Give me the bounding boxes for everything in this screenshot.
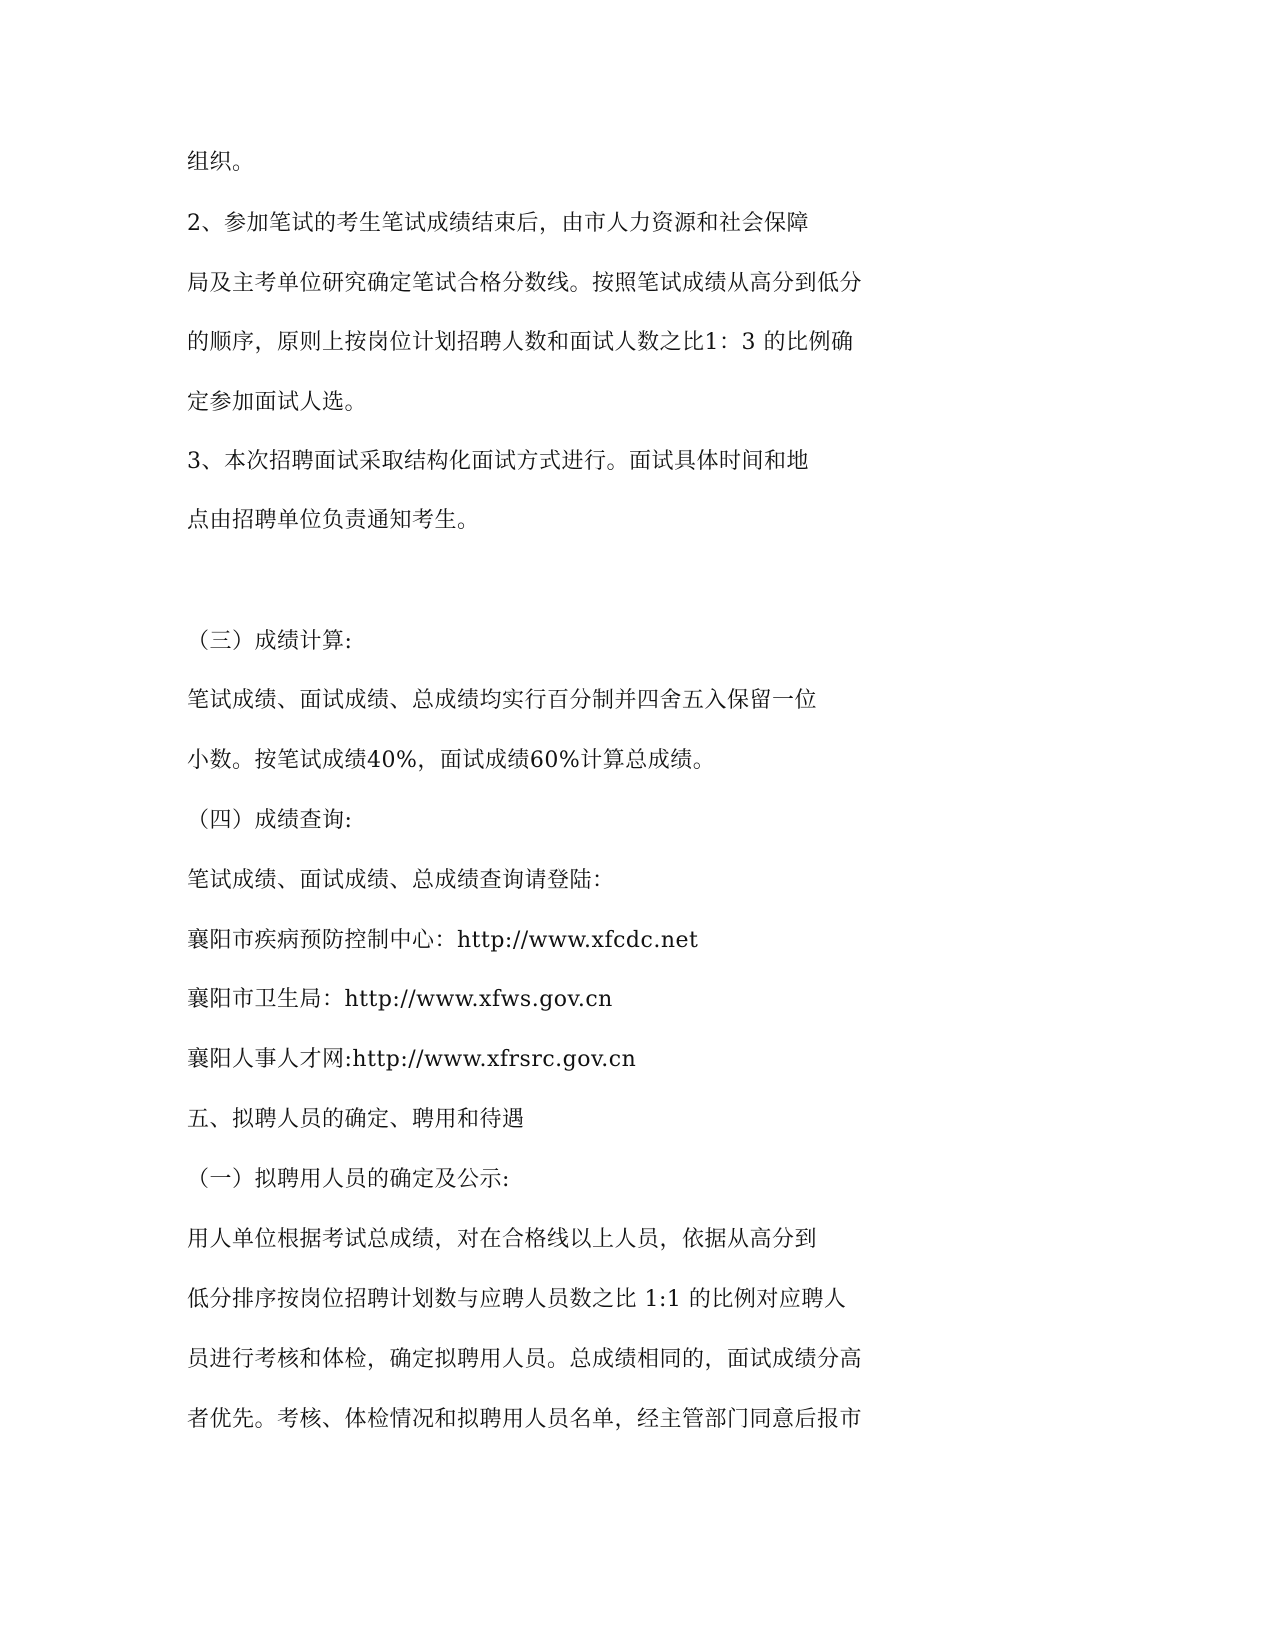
text-line-6: 3、本次招聘面试采取结构化面试方式进行。面试具体时间和地 (187, 449, 809, 474)
text-line-2: 2、参加笔试的考生笔试成绩结束后，由市人力资源和社会保障 (187, 211, 809, 236)
section-heading-five: 五、拟聘人员的确定、聘用和待遇 (187, 1107, 525, 1132)
subsection-heading-one: （一）拟聘用人员的确定及公示: (187, 1167, 510, 1192)
link-line-xfcdc: 襄阳市疾病预防控制中心：http://www.xfcdc.net (187, 928, 699, 953)
text-line-4: 的顺序，原则上按岗位计划招聘人数和面试人数之比1：3 的比例确 (187, 330, 854, 355)
text-line-19: 低分排序按岗位招聘计划数与应聘人员数之比 1:1 的比例对应聘人 (187, 1287, 847, 1312)
text-line-10: 小数。按笔试成绩40%，面试成绩60%计算总成绩。 (187, 748, 716, 773)
section-heading-score-calculation: （三）成绩计算: (187, 629, 353, 654)
link-line-xfws: 襄阳市卫生局：http://www.xfws.gov.cn (187, 987, 613, 1012)
text-line-7: 点由招聘单位负责通知考生。 (187, 508, 480, 533)
text-line-9: 笔试成绩、面试成绩、总成绩均实行百分制并四舍五入保留一位 (187, 688, 818, 713)
text-line-3: 局及主考单位研究确定笔试合格分数线。按照笔试成绩从高分到低分 (187, 271, 863, 296)
text-line-1: 组织。 (187, 150, 255, 175)
text-line-20: 员进行考核和体检，确定拟聘用人员。总成绩相同的，面试成绩分高 (187, 1347, 863, 1372)
section-heading-score-query: （四）成绩查询: (187, 808, 353, 833)
text-line-5: 定参加面试人选。 (187, 390, 368, 415)
text-line-12: 笔试成绩、面试成绩、总成绩查询请登陆： (187, 868, 615, 893)
text-line-21: 者优先。考核、体检情况和拟聘用人员名单，经主管部门同意后报市 (187, 1407, 863, 1432)
text-line-18: 用人单位根据考试总成绩，对在合格线以上人员，依据从高分到 (187, 1227, 818, 1252)
link-line-xfrsrc: 襄阳人事人才网:http://www.xfrsrc.gov.cn (187, 1047, 637, 1072)
